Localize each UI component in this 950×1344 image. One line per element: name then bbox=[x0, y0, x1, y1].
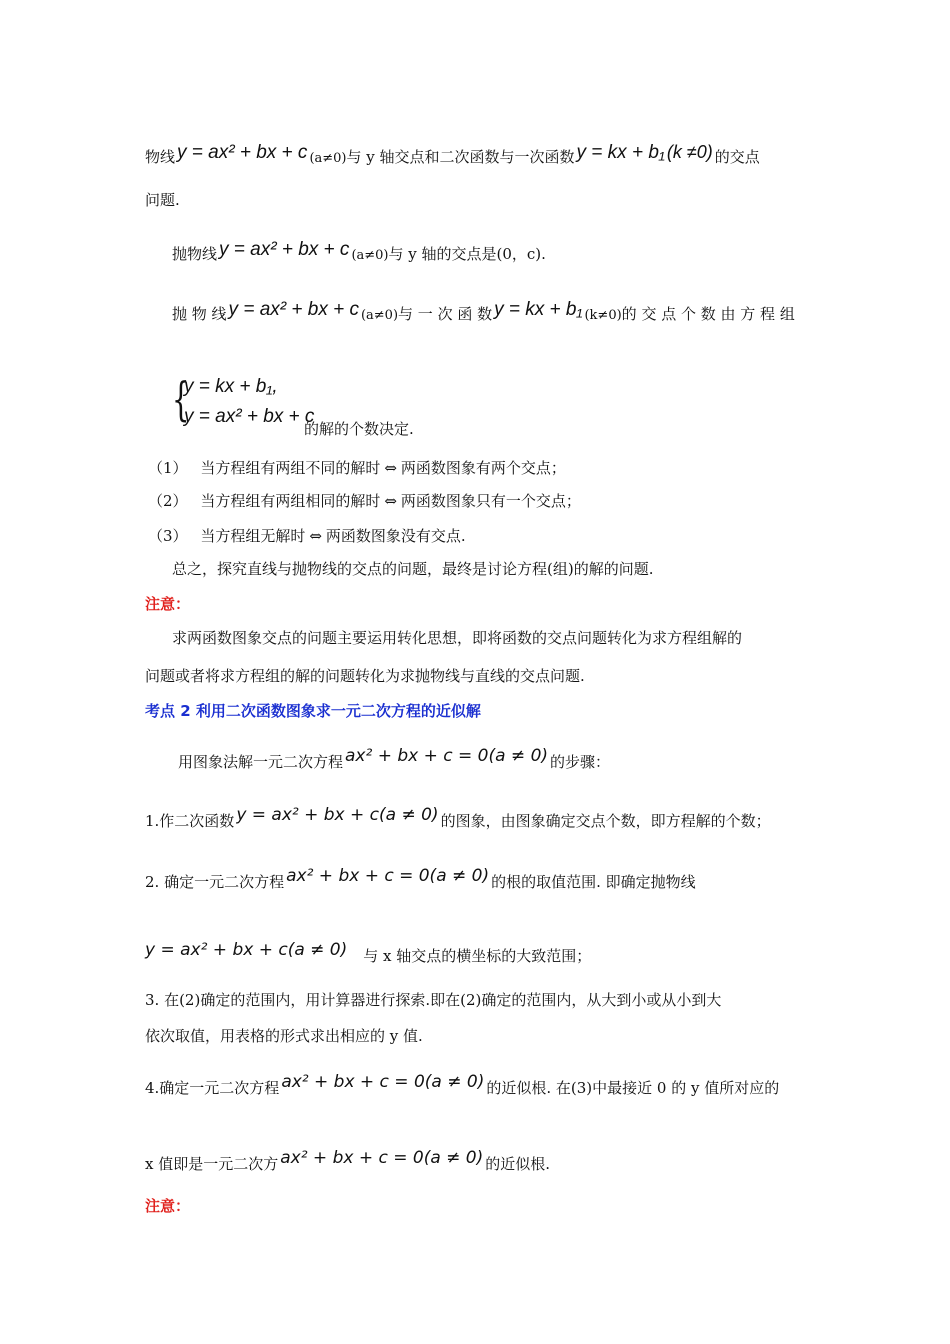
text: 的步骤： bbox=[550, 753, 611, 771]
case-3 bbox=[148, 526, 466, 546]
condition: (a≠0) bbox=[351, 248, 389, 263]
formula-quadratic-function: y = ax² + bx + c(a ≠ 0) bbox=[236, 805, 439, 825]
text: 1.作二次函数 bbox=[145, 812, 235, 830]
brace-icon: { bbox=[172, 372, 190, 426]
formula-quadratic-equation: ax² + bx + c = 0(a ≠ 0) bbox=[345, 746, 549, 766]
text: 抛 物 线 bbox=[172, 305, 227, 323]
formula-quadratic-equation: ax² + bx + c = 0(a ≠ 0) bbox=[286, 866, 490, 886]
case-result: 两函数图象有两个交点； bbox=[400, 459, 566, 477]
text: 的近似根. bbox=[485, 1155, 551, 1173]
note-text-line-2: 问题或者将求方程组的解的问题转化为求抛物线与直线的交点问题. bbox=[145, 667, 585, 685]
condition: (k ≠0) bbox=[666, 142, 713, 162]
paragraph-intersection-topic bbox=[145, 142, 760, 169]
case-result: 两函数图象没有交点. bbox=[325, 527, 466, 545]
equivalence-icon: ⇔ bbox=[384, 492, 397, 510]
text: 2. 确定一元二次方程 bbox=[145, 873, 285, 891]
text: 的解的个数决定. bbox=[304, 420, 414, 438]
summary: 总之，探究直线与抛物线的交点的问题，最终是讨论方程(组)的解的问题. bbox=[172, 560, 654, 578]
steps-intro bbox=[178, 746, 610, 772]
formula-quadratic-function: y = ax² + bx + c(a ≠ 0) bbox=[145, 940, 348, 960]
paragraph-continuation: 问题. bbox=[145, 191, 180, 209]
equivalence-icon: ⇔ bbox=[384, 459, 397, 477]
formula-quadratic-equation: ax² + bx + c = 0(a ≠ 0) bbox=[280, 1148, 484, 1168]
note-label-2: 注意： bbox=[145, 1197, 191, 1215]
case-2 bbox=[148, 491, 581, 511]
step-4-continuation bbox=[145, 1148, 550, 1174]
text: 的根的取值范围. 即确定抛物线 bbox=[491, 873, 696, 891]
case-text: 当方程组无解时 bbox=[200, 527, 306, 545]
step-2-continuation bbox=[145, 940, 591, 966]
step-3-line-2: 依次取值，用表格的形式求出相应的 y 值. bbox=[145, 1027, 423, 1045]
text: x 值即是一元二次方 bbox=[145, 1155, 279, 1173]
equivalence-icon: ⇔ bbox=[309, 527, 322, 545]
system-row-1: y = kx + b₁, bbox=[184, 376, 278, 397]
paragraph-line-intersection bbox=[172, 300, 795, 326]
case-number: （3） bbox=[148, 527, 188, 545]
case-number: （1） bbox=[148, 459, 188, 477]
text: 4.确定一元二次方程 bbox=[145, 1079, 280, 1097]
text: 与 y 轴的交点是(0，c). bbox=[388, 245, 546, 263]
step-3-line-1: 3. 在(2)确定的范围内，用计算器进行探索.即在(2)确定的范围内，从大到小或从小到大 bbox=[145, 991, 722, 1009]
case-number: （2） bbox=[148, 492, 188, 510]
text: 与 一 次 函 数 bbox=[398, 305, 493, 323]
formula-line: y = kx + b₁ bbox=[576, 142, 665, 163]
condition: (k≠0) bbox=[584, 308, 622, 323]
system-row-2: y = ax² + bx + c bbox=[184, 406, 315, 427]
formula-parabola: y = ax² + bx + c bbox=[219, 239, 350, 260]
text: 的交点 bbox=[714, 148, 760, 166]
text: 用图象法解一元二次方程 bbox=[178, 753, 344, 771]
text: 的图象，由图象确定交点个数，即方程解的个数； bbox=[440, 812, 771, 830]
case-result: 两函数图象只有一个交点； bbox=[400, 492, 581, 510]
step-2 bbox=[145, 866, 696, 892]
condition: (a≠0) bbox=[360, 308, 399, 323]
step-1 bbox=[145, 805, 771, 831]
note-label: 注意： bbox=[145, 595, 191, 613]
note-text-line-1: 求两函数图象交点的问题主要运用转化思想，即将函数的交点问题转化为求方程组解的 bbox=[172, 629, 743, 647]
text: 的 交 点 个 数 由 方 程 组 bbox=[621, 305, 795, 323]
condition: (a≠0) bbox=[309, 151, 347, 166]
case-text: 当方程组有两组相同的解时 bbox=[200, 492, 381, 510]
step-4 bbox=[145, 1072, 779, 1098]
text: 与 x 轴交点的横坐标的大致范围； bbox=[363, 947, 592, 965]
case-text: 当方程组有两组不同的解时 bbox=[200, 459, 381, 477]
formula-line: y = kx + b₁ bbox=[494, 299, 583, 320]
text: 物线 bbox=[145, 148, 176, 166]
section-heading: 考点 2 利用二次函数图象求一元二次方程的近似解 bbox=[145, 702, 481, 720]
formula-parabola: y = ax² + bx + c bbox=[228, 299, 359, 320]
case-1 bbox=[148, 458, 566, 478]
text: 抛物线 bbox=[172, 245, 218, 263]
text: 与 y 轴交点和二次函数与一次函数 bbox=[346, 148, 575, 166]
formula-parabola: y = ax² + bx + c bbox=[177, 142, 308, 163]
text: 的近似根. 在(3)中最接近 0 的 y 值所对应的 bbox=[486, 1079, 780, 1097]
paragraph-y-axis-intersection bbox=[172, 240, 546, 266]
formula-quadratic-equation: ax² + bx + c = 0(a ≠ 0) bbox=[281, 1072, 485, 1092]
